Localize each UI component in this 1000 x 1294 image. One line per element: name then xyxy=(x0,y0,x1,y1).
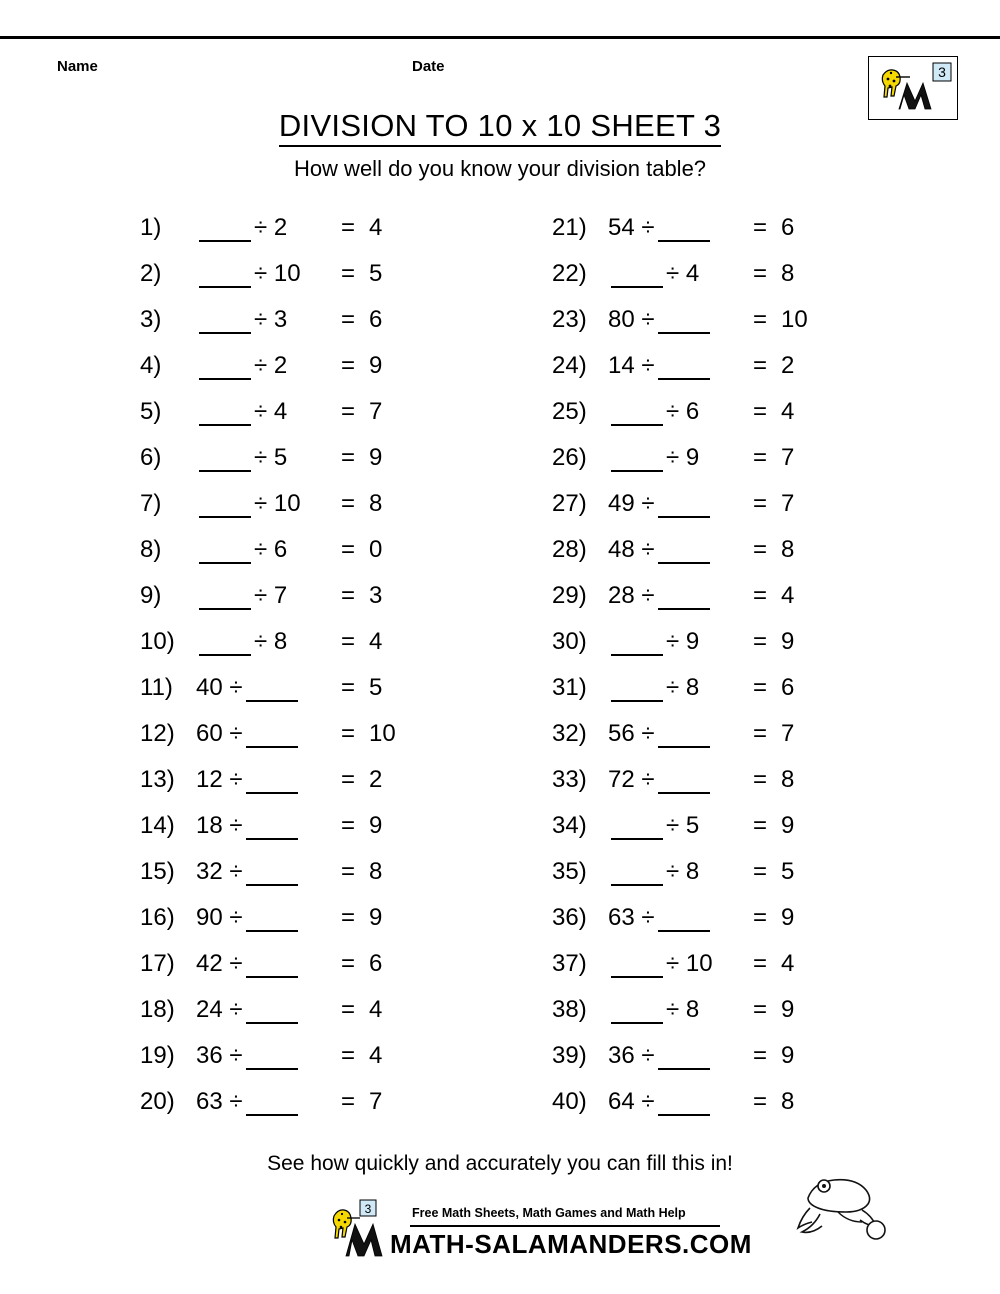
quotient-value: 4 xyxy=(369,1042,383,1069)
quotient-value: 6 xyxy=(369,950,383,977)
dividend-text: 54 ÷ xyxy=(608,214,655,241)
quotient-value: 7 xyxy=(369,398,383,425)
question-expression xyxy=(196,1042,341,1070)
question-expression xyxy=(608,720,753,748)
dividend-text: 72 ÷ xyxy=(608,766,655,793)
question-expression xyxy=(608,536,753,564)
question-number: 26) xyxy=(552,444,587,471)
question-row xyxy=(552,950,808,996)
answer-blank[interactable] xyxy=(246,1002,298,1024)
equals-sign: = xyxy=(753,674,768,701)
name-label: Name xyxy=(57,58,98,75)
question-number: 36) xyxy=(552,904,587,931)
question-expression xyxy=(608,904,753,932)
equals-sign: = xyxy=(341,536,356,563)
divisor-text: ÷ 10 xyxy=(254,490,301,517)
divisor-text: ÷ 9 xyxy=(666,444,700,471)
top-divider xyxy=(0,36,1000,39)
question-number: 5) xyxy=(140,398,162,425)
question-expression xyxy=(608,628,753,656)
equals-sign: = xyxy=(753,260,768,287)
question-row xyxy=(140,260,396,306)
quotient-value: 0 xyxy=(369,536,383,563)
question-number: 8) xyxy=(140,536,162,563)
quotient-value: 8 xyxy=(369,858,383,885)
equals-sign: = xyxy=(753,398,768,425)
question-row xyxy=(140,214,396,260)
question-row xyxy=(552,306,808,352)
question-expression xyxy=(608,1042,753,1070)
question-expression xyxy=(608,490,753,518)
dividend-text: 36 ÷ xyxy=(608,1042,655,1069)
question-expression xyxy=(196,996,341,1024)
answer-blank[interactable] xyxy=(658,726,710,748)
question-row xyxy=(140,444,396,490)
divisor-text: ÷ 5 xyxy=(666,812,700,839)
quotient-value: 8 xyxy=(781,260,795,287)
question-number: 6) xyxy=(140,444,162,471)
divisor-text: ÷ 4 xyxy=(666,260,700,287)
equals-sign: = xyxy=(341,950,356,977)
answer-blank[interactable] xyxy=(246,772,298,794)
frog-icon xyxy=(790,1168,910,1258)
quotient-value: 10 xyxy=(369,720,396,747)
quotient-value: 9 xyxy=(369,904,383,931)
question-number: 15) xyxy=(140,858,175,885)
divisor-text: ÷ 2 xyxy=(254,352,288,379)
date-label: Date xyxy=(412,58,445,75)
equals-sign: = xyxy=(341,260,356,287)
question-expression xyxy=(196,858,341,886)
equals-sign: = xyxy=(341,628,356,655)
question-row xyxy=(552,398,808,444)
worksheet-header xyxy=(0,58,1000,82)
answer-blank[interactable] xyxy=(611,450,663,472)
question-expression xyxy=(608,1088,753,1116)
answer-blank[interactable] xyxy=(246,864,298,886)
quotient-value: 4 xyxy=(781,398,795,425)
equals-sign: = xyxy=(341,858,356,885)
question-row xyxy=(140,490,396,536)
question-expression xyxy=(196,1088,341,1116)
quotient-value: 6 xyxy=(369,306,383,333)
equals-sign: = xyxy=(753,812,768,839)
brand-logo-number: 3 xyxy=(364,1202,372,1216)
answer-blank[interactable] xyxy=(246,726,298,748)
answer-blank[interactable] xyxy=(611,1002,663,1024)
quotient-value: 2 xyxy=(781,352,795,379)
divisor-text: ÷ 8 xyxy=(666,674,700,701)
divisor-text: ÷ 8 xyxy=(666,996,700,1023)
question-row xyxy=(552,812,808,858)
answer-blank[interactable] xyxy=(611,634,663,656)
dividend-text: 12 ÷ xyxy=(196,766,243,793)
question-row xyxy=(552,1042,808,1088)
question-row xyxy=(140,628,396,674)
quotient-value: 8 xyxy=(781,1088,795,1115)
quotient-value: 8 xyxy=(369,490,383,517)
question-row xyxy=(140,536,396,582)
dividend-text: 90 ÷ xyxy=(196,904,243,931)
answer-blank[interactable] xyxy=(611,404,663,426)
question-row xyxy=(552,858,808,904)
answer-blank[interactable] xyxy=(199,358,251,380)
question-number: 40) xyxy=(552,1088,587,1115)
question-row xyxy=(552,628,808,674)
question-number: 25) xyxy=(552,398,587,425)
answer-blank[interactable] xyxy=(246,680,298,702)
answer-blank[interactable] xyxy=(611,680,663,702)
equals-sign: = xyxy=(341,444,356,471)
dividend-text: 63 ÷ xyxy=(608,904,655,931)
question-number: 24) xyxy=(552,352,587,379)
quotient-value: 9 xyxy=(781,996,795,1023)
quotient-value: 2 xyxy=(369,766,383,793)
question-row xyxy=(552,766,808,812)
question-expression xyxy=(608,996,753,1024)
quotient-value: 5 xyxy=(369,260,383,287)
question-row xyxy=(552,444,808,490)
question-expression xyxy=(196,444,341,472)
equals-sign: = xyxy=(753,766,768,793)
question-expression xyxy=(196,306,341,334)
question-expression xyxy=(196,490,341,518)
question-expression xyxy=(196,536,341,564)
question-number: 9) xyxy=(140,582,162,609)
quotient-value: 9 xyxy=(369,352,383,379)
quotient-value: 4 xyxy=(369,996,383,1023)
equals-sign: = xyxy=(753,214,768,241)
equals-sign: = xyxy=(341,904,356,931)
dividend-text: 24 ÷ xyxy=(196,996,243,1023)
equals-sign: = xyxy=(753,950,768,977)
equals-sign: = xyxy=(341,352,356,379)
dividend-text: 36 ÷ xyxy=(196,1042,243,1069)
question-row xyxy=(552,490,808,536)
question-number: 31) xyxy=(552,674,587,701)
question-expression xyxy=(608,858,753,886)
divisor-text: ÷ 6 xyxy=(666,398,700,425)
svg-text:3: 3 xyxy=(938,64,946,80)
question-number: 30) xyxy=(552,628,587,655)
brand-tagline: Free Math Sheets, Math Games and Math Help xyxy=(412,1206,686,1220)
question-row xyxy=(552,1088,808,1134)
question-expression xyxy=(608,352,753,380)
question-expression xyxy=(608,766,753,794)
quotient-value: 9 xyxy=(369,444,383,471)
quotient-value: 5 xyxy=(369,674,383,701)
question-expression xyxy=(196,352,341,380)
divisor-text: ÷ 2 xyxy=(254,214,288,241)
question-row xyxy=(140,1088,396,1134)
question-expression xyxy=(608,260,753,288)
answer-blank[interactable] xyxy=(658,1094,710,1116)
question-expression xyxy=(608,950,753,978)
equals-sign: = xyxy=(753,444,768,471)
question-number: 39) xyxy=(552,1042,587,1069)
question-number: 14) xyxy=(140,812,175,839)
equals-sign: = xyxy=(341,766,356,793)
question-expression xyxy=(196,214,341,242)
answer-blank[interactable] xyxy=(658,312,710,334)
question-number: 17) xyxy=(140,950,175,977)
question-row xyxy=(140,858,396,904)
question-row xyxy=(552,996,808,1042)
quotient-value: 9 xyxy=(781,628,795,655)
question-row xyxy=(140,950,396,996)
equals-sign: = xyxy=(341,398,356,425)
equals-sign: = xyxy=(341,720,356,747)
quotient-value: 7 xyxy=(781,444,795,471)
equals-sign: = xyxy=(341,214,356,241)
answer-blank[interactable] xyxy=(611,956,663,978)
dividend-text: 28 ÷ xyxy=(608,582,655,609)
question-expression xyxy=(196,260,341,288)
question-expression xyxy=(608,306,753,334)
answer-blank[interactable] xyxy=(246,818,298,840)
brand-name: MATH-SALAMANDERS.COM xyxy=(390,1229,752,1259)
divisor-text: ÷ 10 xyxy=(666,950,713,977)
quotient-value: 7 xyxy=(781,490,795,517)
dividend-text: 64 ÷ xyxy=(608,1088,655,1115)
question-number: 3) xyxy=(140,306,162,333)
dividend-text: 40 ÷ xyxy=(196,674,243,701)
question-number: 2) xyxy=(140,260,162,287)
question-row xyxy=(140,582,396,628)
quotient-value: 4 xyxy=(781,582,795,609)
answer-blank[interactable] xyxy=(246,956,298,978)
question-number: 28) xyxy=(552,536,587,563)
quotient-value: 10 xyxy=(781,306,808,333)
question-row xyxy=(552,352,808,398)
question-number: 19) xyxy=(140,1042,175,1069)
question-expression xyxy=(608,812,753,840)
dividend-text: 80 ÷ xyxy=(608,306,655,333)
equals-sign: = xyxy=(341,582,356,609)
question-number: 29) xyxy=(552,582,587,609)
question-number: 32) xyxy=(552,720,587,747)
question-expression xyxy=(196,628,341,656)
question-row xyxy=(140,1042,396,1088)
question-expression xyxy=(608,214,753,242)
question-number: 27) xyxy=(552,490,587,517)
quotient-value: 4 xyxy=(781,950,795,977)
equals-sign: = xyxy=(753,996,768,1023)
dividend-text: 63 ÷ xyxy=(196,1088,243,1115)
question-row xyxy=(552,674,808,720)
equals-sign: = xyxy=(341,812,356,839)
equals-sign: = xyxy=(341,996,356,1023)
question-number: 12) xyxy=(140,720,175,747)
brand-block xyxy=(322,1198,752,1268)
quotient-value: 6 xyxy=(781,214,795,241)
equals-sign: = xyxy=(753,858,768,885)
question-expression xyxy=(196,720,341,748)
question-expression xyxy=(608,398,753,426)
question-number: 16) xyxy=(140,904,175,931)
answer-blank[interactable] xyxy=(658,910,710,932)
question-row xyxy=(552,536,808,582)
answer-blank[interactable] xyxy=(658,496,710,518)
divisor-text: ÷ 5 xyxy=(254,444,288,471)
question-row xyxy=(140,766,396,812)
question-row xyxy=(552,582,808,628)
quotient-value: 8 xyxy=(781,766,795,793)
divisor-text: ÷ 8 xyxy=(254,628,288,655)
divisor-text: ÷ 3 xyxy=(254,306,288,333)
equals-sign: = xyxy=(341,1042,356,1069)
equals-sign: = xyxy=(753,306,768,333)
equals-sign: = xyxy=(341,306,356,333)
question-number: 13) xyxy=(140,766,175,793)
questions-column-left xyxy=(140,214,396,1134)
brand-divider xyxy=(410,1225,720,1227)
question-expression xyxy=(196,674,341,702)
question-row xyxy=(552,214,808,260)
equals-sign: = xyxy=(753,1088,768,1115)
quotient-value: 7 xyxy=(781,720,795,747)
quotient-value: 6 xyxy=(781,674,795,701)
answer-blank[interactable] xyxy=(199,496,251,518)
answer-blank[interactable] xyxy=(246,910,298,932)
equals-sign: = xyxy=(341,1088,356,1115)
question-number: 21) xyxy=(552,214,587,241)
equals-sign: = xyxy=(753,628,768,655)
divisor-text: ÷ 7 xyxy=(254,582,288,609)
question-expression xyxy=(196,904,341,932)
questions-column-right xyxy=(552,214,808,1134)
equals-sign: = xyxy=(753,582,768,609)
question-number: 10) xyxy=(140,628,175,655)
answer-blank[interactable] xyxy=(658,588,710,610)
question-number: 7) xyxy=(140,490,162,517)
answer-blank[interactable] xyxy=(611,266,663,288)
answer-blank[interactable] xyxy=(658,358,710,380)
answer-blank[interactable] xyxy=(658,542,710,564)
answer-blank[interactable] xyxy=(199,542,251,564)
page-title xyxy=(0,108,1000,144)
equals-sign: = xyxy=(753,352,768,379)
dividend-text: 42 ÷ xyxy=(196,950,243,977)
question-row xyxy=(140,904,396,950)
divisor-text: ÷ 6 xyxy=(254,536,288,563)
quotient-value: 8 xyxy=(781,536,795,563)
dividend-text: 60 ÷ xyxy=(196,720,243,747)
equals-sign: = xyxy=(753,490,768,517)
question-expression xyxy=(608,582,753,610)
answer-blank[interactable] xyxy=(199,404,251,426)
footer-note: See how quickly and accurately you can fill this in! xyxy=(267,1152,733,1175)
question-row xyxy=(140,306,396,352)
equals-sign: = xyxy=(341,674,356,701)
quotient-value: 9 xyxy=(369,812,383,839)
dividend-text: 48 ÷ xyxy=(608,536,655,563)
question-number: 35) xyxy=(552,858,587,885)
quotient-value: 7 xyxy=(369,1088,383,1115)
dividend-text: 49 ÷ xyxy=(608,490,655,517)
question-row xyxy=(552,904,808,950)
question-number: 37) xyxy=(552,950,587,977)
question-number: 38) xyxy=(552,996,587,1023)
question-expression xyxy=(196,950,341,978)
question-expression xyxy=(196,582,341,610)
answer-blank[interactable] xyxy=(199,634,251,656)
question-number: 18) xyxy=(140,996,175,1023)
question-number: 1) xyxy=(140,214,162,241)
page-title-text: DIVISION TO 10 x 10 SHEET 3 xyxy=(279,108,721,147)
answer-blank[interactable] xyxy=(199,588,251,610)
question-number: 22) xyxy=(552,260,587,287)
answer-blank[interactable] xyxy=(611,864,663,886)
answer-blank[interactable] xyxy=(199,450,251,472)
quotient-value: 3 xyxy=(369,582,383,609)
quotient-value: 5 xyxy=(781,858,795,885)
divisor-text: ÷ 10 xyxy=(254,260,301,287)
equals-sign: = xyxy=(753,720,768,747)
quotient-value: 4 xyxy=(369,628,383,655)
question-row xyxy=(140,720,396,766)
question-number: 23) xyxy=(552,306,587,333)
dividend-text: 14 ÷ xyxy=(608,352,655,379)
answer-blank[interactable] xyxy=(246,1094,298,1116)
question-row xyxy=(552,260,808,306)
question-row xyxy=(140,996,396,1042)
question-row xyxy=(140,674,396,720)
divisor-text: ÷ 9 xyxy=(666,628,700,655)
question-expression xyxy=(196,398,341,426)
question-row xyxy=(552,720,808,766)
answer-blank[interactable] xyxy=(199,266,251,288)
quotient-value: 4 xyxy=(369,214,383,241)
question-expression xyxy=(608,444,753,472)
question-expression xyxy=(196,812,341,840)
divisor-text: ÷ 8 xyxy=(666,858,700,885)
question-number: 33) xyxy=(552,766,587,793)
dividend-text: 18 ÷ xyxy=(196,812,243,839)
divisor-text: ÷ 4 xyxy=(254,398,288,425)
answer-blank[interactable] xyxy=(199,312,251,334)
quotient-value: 9 xyxy=(781,904,795,931)
dividend-text: 56 ÷ xyxy=(608,720,655,747)
question-number: 20) xyxy=(140,1088,175,1115)
answer-blank[interactable] xyxy=(199,220,251,242)
quotient-value: 9 xyxy=(781,812,795,839)
question-number: 34) xyxy=(552,812,587,839)
question-row xyxy=(140,352,396,398)
page-subtitle: How well do you know your division table? xyxy=(293,156,707,181)
question-number: 4) xyxy=(140,352,162,379)
answer-blank[interactable] xyxy=(658,1048,710,1070)
equals-sign: = xyxy=(753,904,768,931)
question-row xyxy=(140,812,396,858)
equals-sign: = xyxy=(341,490,356,517)
quotient-value: 9 xyxy=(781,1042,795,1069)
equals-sign: = xyxy=(753,536,768,563)
question-expression xyxy=(196,766,341,794)
question-expression xyxy=(608,674,753,702)
dividend-text: 32 ÷ xyxy=(196,858,243,885)
answer-blank[interactable] xyxy=(246,1048,298,1070)
equals-sign: = xyxy=(753,1042,768,1069)
question-row xyxy=(140,398,396,444)
answer-blank[interactable] xyxy=(658,220,710,242)
answer-blank[interactable] xyxy=(611,818,663,840)
question-number: 11) xyxy=(140,674,173,701)
answer-blank[interactable] xyxy=(658,772,710,794)
